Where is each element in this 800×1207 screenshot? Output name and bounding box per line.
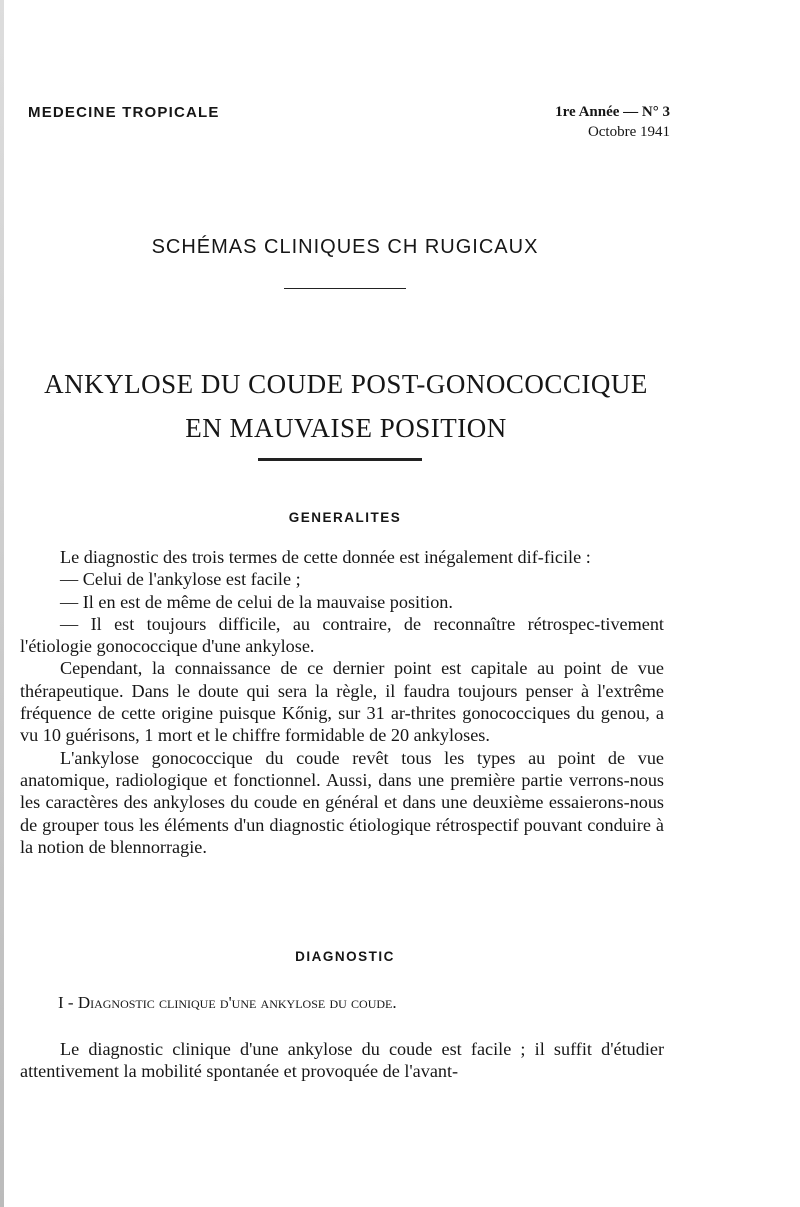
subsection-heading: I - Diagnostic clinique d'une ankylose du coude. <box>58 993 397 1012</box>
paragraph: L'ankylose gonococcique du coude revêt tous les types au point de vue anatomique, radiologique et fonctionnel. Aussi, dans une première partie verrons-nous les caractères des ankyloses du coude en général et dans une deuxième essaierons-nous de grouper tous les éléments d'un diagnostic étiologique rétrospectif pouvant conduire à la notion de blennorragie. <box>20 747 664 857</box>
section-heading-diagnostic: DIAGNOSTIC <box>295 949 395 964</box>
issue-number: 1re Année — N° 3 <box>555 104 670 120</box>
title-rule <box>258 458 422 461</box>
article-title <box>0 362 692 450</box>
issue-date: Octobre 1941 <box>587 124 670 140</box>
paragraph: Cependant, la connaissance de ce dernier point est capitale au point de vue thérapeutique. Dans le doute qui sera la règle, il faudra toujours penser à l'extrême fréquence de cette origine puisque Kőnig, sur 31 ar-thrites gonococciques du genou, a vu 10 guérisons, 1 mort et le chiffre formidable de 20 ankyloses. <box>20 658 664 746</box>
article-title-line-2: EN MAUVAISE POSITION <box>185 413 507 443</box>
divider-rule <box>284 288 406 289</box>
paragraph: — Il est toujours difficile, au contraire, de reconnaître rétrospec-tivement l'étiologie gonococcique d'une ankylose. <box>20 613 664 657</box>
journal-name: MEDECINE TROPICALE <box>28 104 220 121</box>
body-text-generalites <box>20 546 664 858</box>
paragraph: Le diagnostic des trois termes de cette donnée est inégalement dif-ficile : <box>60 547 591 567</box>
paragraph: Le diagnostic clinique d'une ankylose du coude est facile ; il suffit d'étudier attentivement la mobilité spontanée et provoquée de l'avant- <box>20 1039 664 1082</box>
section-heading-generalites: GENERALITES <box>288 510 402 525</box>
paragraph: — Celui de l'ankylose est facile ; <box>60 569 301 590</box>
series-title: SCHÉMAS CLINIQUES CH RUGICAUX <box>151 236 539 258</box>
issue-info <box>555 102 670 142</box>
article-title-line-1: ANKYLOSE DU COUDE POST-GONOCOCCIQUE <box>44 369 648 399</box>
body-text-diagnostic <box>20 1038 664 1083</box>
scan-edge <box>0 0 4 1207</box>
paragraph: — Il en est de même de celui de la mauvaise position. <box>60 591 453 612</box>
